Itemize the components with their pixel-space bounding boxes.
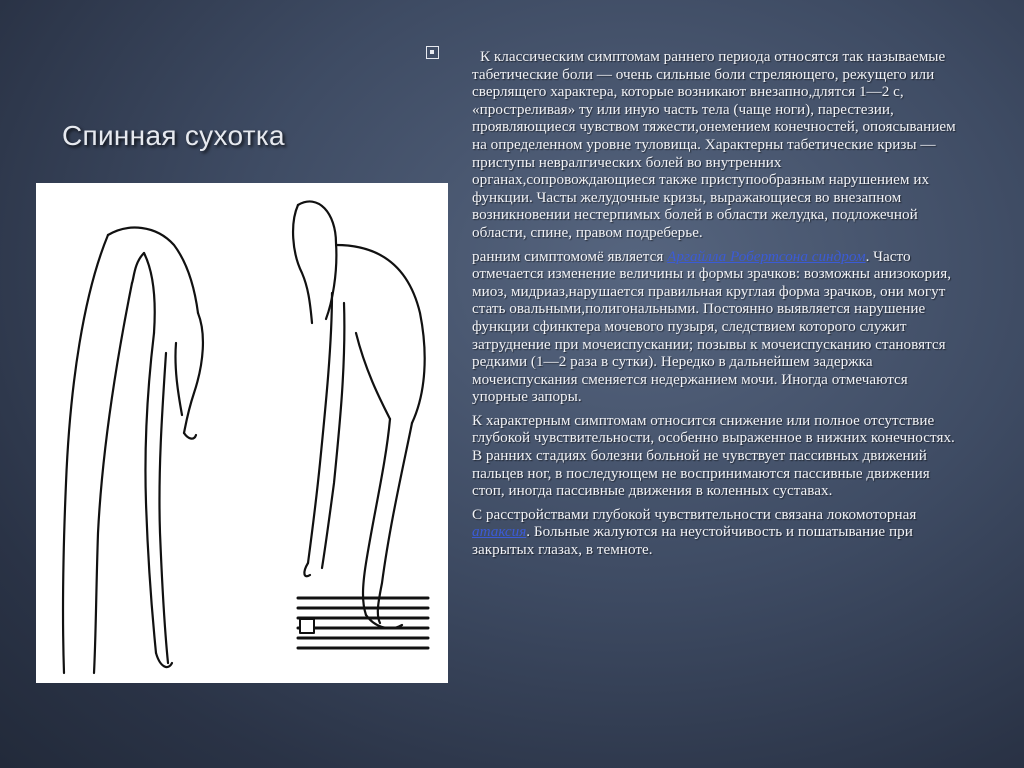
slide-title: Спинная сухотка [62, 120, 285, 151]
paragraph-1: К классическим симптомам раннего периода относятся так называемые табетические боли — очень сильные боли стреляющего, режущего или сверлящего характера, которые возникают внезапно,длятся 1—2 с, «простреливая» ту или иную часть тела (чаще ноги), парестезии, проявляющиеся чувством тяжести,онемением конечностей, опоясыванием на определенном уровне туловища. Характерны табетические кризы — приступы невралгических болей во внутренних органах,сопровождающиеся также приступообразным нарушением их функции. Часты желудочные кризы, выражающиеся во внезапном возникновении нестерпимых болей в области желудка, подложечной области, спине, правом подреберье. [472, 48, 956, 241]
argyll-robertson-link[interactable]: Аргайлла Робертсона синдром [667, 247, 866, 265]
ataxia-link[interactable]: атаксия [472, 523, 527, 541]
paragraph-3: К характерным симптомам относится снижение или полное отсутствие глубокой чувствительности, особенно выраженное в нижних конечностях. В ранних стадиях болезни больной не чувствует пассивных движений пальцев ног, в последующем не воспринимаются пассивные движения стоп, иногда пассивные движения в коленных суставах. [472, 411, 955, 500]
small-object [300, 619, 314, 633]
figure-reaching [293, 201, 425, 628]
figure-bent-forward [63, 228, 203, 673]
bullet-icon [426, 46, 439, 59]
body-text [472, 48, 964, 565]
paragraph-4: С расстройствами глубокой чувствительности связана локомоторная атаксия. Больные жалуются на неустойчивость и пошатывание при закрытых глазах, в темноте. [472, 505, 917, 559]
illustration-tabes-patients [36, 183, 448, 683]
paragraph-2: ранним симптомомё является Аргайлла Робертсона синдром. Часто отмечается изменение величины и формы зрачков: возможны анизокория, миоз, мидриаз,нарушается правильная круглая форма зрачков, они могут стать овальными,полигональными. Постоянно выявляется нарушение функции сфинктера мочевого пузыря, следствием которого служит затруднение при мочеиспускании; позывы к мочеиспусканию становятся редкими (1—2 раза в сутки). Нередко в дальнейшем задержка мочеиспускания сменяется недержанием мочи. Иногда отмечаются упорные запоры. [472, 247, 952, 406]
